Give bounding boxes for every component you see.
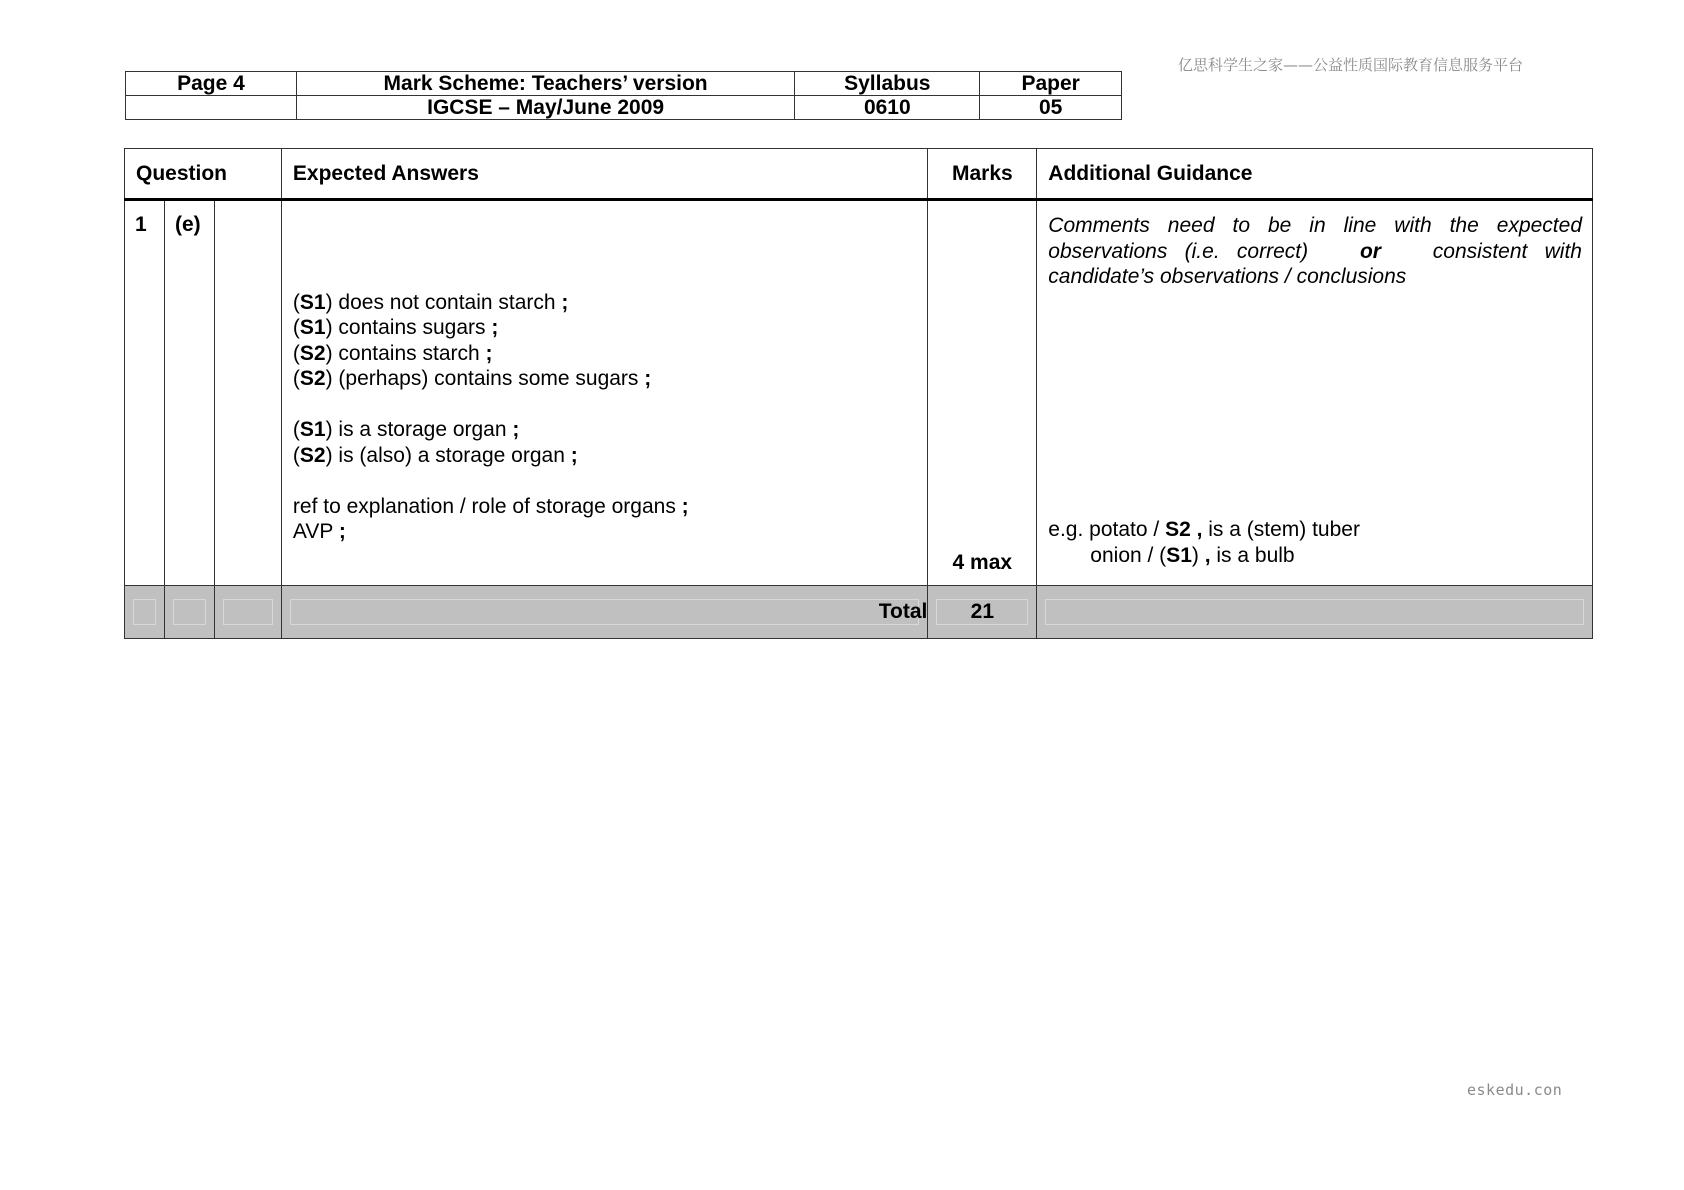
marks-value: 4 max <box>952 551 1013 574</box>
answer-line: (S2) is (also) a storage organ ; <box>292 443 578 467</box>
answer-line: (S2) contains starch ; <box>292 341 493 365</box>
col-marks: Marks <box>928 149 1037 200</box>
sub-part-empty <box>214 200 281 586</box>
question-part: (e) <box>174 213 201 236</box>
watermark-bottom: eskedu.con <box>1467 1081 1563 1099</box>
total-label-cell <box>281 586 927 639</box>
question-number: 1 <box>135 213 147 236</box>
total-label: Total <box>878 600 928 623</box>
watermark-top: 亿思科学生之家——公益性质国际教育信息服务平台 <box>1178 56 1524 74</box>
paper-label: Paper <box>980 72 1122 96</box>
mark-scheme-table <box>124 148 1593 639</box>
total-empty-cell <box>164 586 214 639</box>
guidance-cell <box>1037 200 1593 586</box>
header-table <box>125 71 1122 120</box>
guidance-example: e.g. potato / S2 , is a (stem) tuber onion / (S1) , is a bulb <box>1048 518 1360 567</box>
total-empty-cell <box>214 586 281 639</box>
col-expected-answers: Expected Answers <box>281 149 927 200</box>
total-empty-cell <box>1037 586 1593 639</box>
total-value: 21 <box>970 600 994 623</box>
paper-number: 05 <box>980 96 1122 120</box>
guidance-comment: Comments need to be in line with the expected observations (i.e. correct) or consistent with candidate’s observations / conclusions <box>1048 214 1582 288</box>
total-empty-cell <box>125 586 165 639</box>
answer-line: (S1) does not contain starch ; <box>292 290 569 314</box>
col-additional-guidance: Additional Guidance <box>1037 149 1593 200</box>
header-empty-cell <box>126 96 297 120</box>
answer-line: (S1) is a storage organ ; <box>292 418 520 441</box>
syllabus-code: 0610 <box>795 96 980 120</box>
page-number: Page 4 <box>126 72 297 96</box>
exam-session: IGCSE – May/June 2009 <box>296 96 795 120</box>
answer-line: (S1) contains sugars ; <box>292 316 499 339</box>
document-title: Mark Scheme: Teachers’ version <box>296 72 795 96</box>
answer-line: (S2) (perhaps) contains some sugars ; <box>292 367 652 390</box>
syllabus-label: Syllabus <box>795 72 980 96</box>
col-question: Question <box>125 149 282 200</box>
answer-line: AVP ; <box>292 520 346 543</box>
expected-answers-cell <box>281 200 927 586</box>
marks-cell <box>928 200 1037 586</box>
answer-line: ref to explanation / role of storage organs ; <box>292 494 689 518</box>
total-value-cell <box>928 586 1037 639</box>
